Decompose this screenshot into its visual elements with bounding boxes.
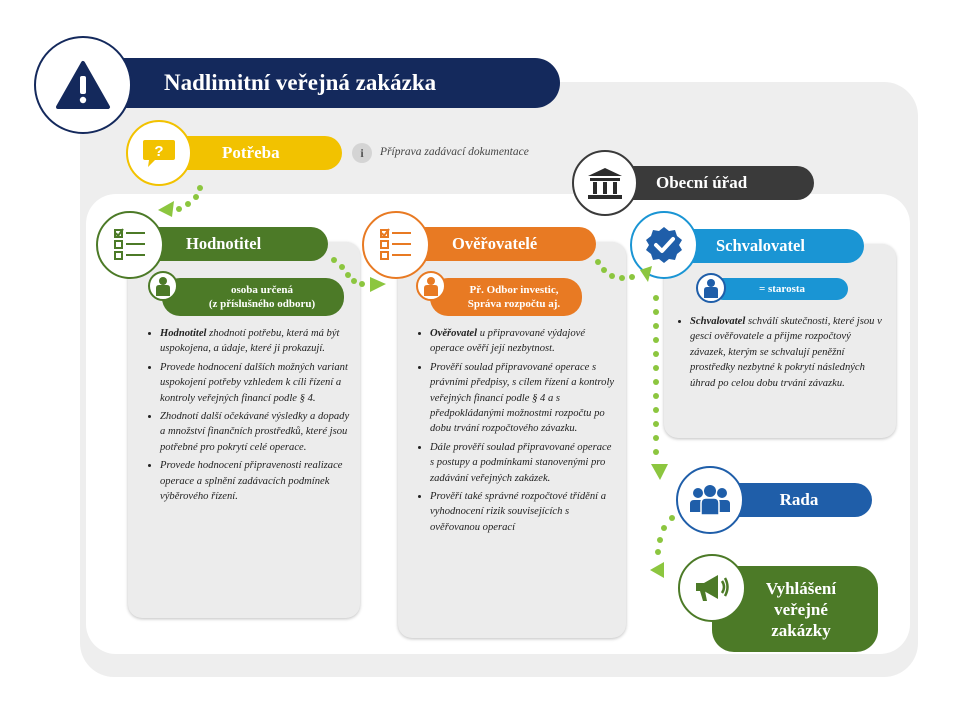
rada-label: Rada — [779, 490, 819, 509]
flow-dot — [653, 449, 659, 455]
flow-dot — [359, 281, 365, 287]
flow-dot — [653, 295, 659, 301]
flow-arrowhead — [651, 464, 668, 480]
flow-dot — [619, 275, 625, 281]
flow-dot — [669, 515, 675, 521]
schvalovatel-sub-pill: = starosta — [712, 278, 848, 300]
flow-dot — [609, 273, 615, 279]
flow-dot — [661, 525, 667, 531]
flow-dot — [331, 257, 337, 263]
flow-dot — [595, 259, 601, 265]
potreba-label: Potřeba — [222, 143, 280, 162]
flow-dot — [176, 206, 182, 212]
hodnotitel-label: Hodnotitel — [186, 234, 262, 253]
flow-dot — [653, 365, 659, 371]
list-item: • Ověřovatel u připravované výdajové operace ověří její nezbytnost. — [430, 326, 618, 357]
vyhlaseni-line: Vyhlášení — [765, 578, 837, 598]
flow-dot — [653, 351, 659, 357]
schvalovatel-label: Schvalovatel — [716, 236, 805, 255]
flow-arrowhead — [650, 562, 664, 578]
obecni-urad-label: Obecní úřad — [656, 173, 748, 192]
flow-dot — [653, 393, 659, 399]
flow-dot — [653, 435, 659, 441]
flow-dot — [653, 323, 659, 329]
flow-dot — [339, 264, 345, 270]
flow-dot — [345, 272, 351, 278]
flow-arrowhead — [158, 201, 174, 217]
flow-dot — [629, 274, 635, 280]
flow-dot — [653, 379, 659, 385]
list-item: • Zhodnotí další očekávané výsledky a dopady a množství finančních prostředků, které jsou potřebné pro pokrytí celé operace. — [160, 409, 350, 455]
list-item: • Prověří soulad připravované operace s právními předpisy, s cílem řízení a kontroly veřejných financí podle § 4 a s předpokládanými možnostmi rozpočtu po dobu trvání rozpočtového závazku. — [430, 360, 618, 437]
flow-dot — [655, 549, 661, 555]
flow-dot — [653, 309, 659, 315]
flow-dot — [657, 537, 663, 543]
vyhlaseni-line: zakázky — [771, 620, 831, 640]
list-item: • Prověří také správné rozpočtové třídění a vyhodnocení rizik souvisejících s ověřovanou operací — [430, 489, 618, 535]
hodnotitel-sub-pill: osoba určená (z příslušného odboru) — [162, 278, 344, 316]
flow-dot — [185, 201, 191, 207]
svg-text:?: ? — [154, 143, 164, 160]
flow-arrowhead — [640, 266, 652, 282]
flow-arrowhead — [370, 277, 386, 292]
potreba-note: Příprava zadávací dokumentace — [380, 146, 529, 158]
flow-dot — [193, 194, 199, 200]
vyhlaseni-line: veřejné — [774, 599, 828, 619]
flow-dot — [197, 185, 203, 191]
flow-dot — [601, 267, 607, 273]
flow-dot — [653, 337, 659, 343]
flow-dot — [351, 278, 357, 284]
list-item: • Schvalovatel schválí skutečnosti, které jsou v gesci ověřovatele a přijme rozpočtový závazek, kterým se schvalují peněžní prostředky nezbytné k pokrytí následných úhrad po celou dobu trvání závazku. — [690, 314, 886, 391]
overovatele-label: Ověřovatelé — [452, 234, 538, 253]
list-item: • Provede hodnocení připravenosti realizace operace a splnění zadávacích podmínek výběrového řízení. — [160, 458, 350, 504]
info-icon: i — [352, 143, 372, 163]
flow-dot — [653, 421, 659, 427]
overovatele-sub-pill: Př. Odbor investic, Správa rozpočtu aj. — [430, 278, 582, 316]
page-title: Nadlimitní veřejná zakázka — [108, 58, 560, 108]
flow-dot — [653, 407, 659, 413]
list-item: • Dále prověří soulad připravované operace s postupy a podmínkami stanovenými pro zadávání veřejných zakázek. — [430, 440, 618, 486]
list-item: • Provede hodnocení dalších možných variant uspokojení potřeby vzhledem k cíli řízení a kontroly veřejných financí podle § 4. — [160, 360, 350, 406]
list-item: • Hodnotitel zhodnotí potřebu, která má být uspokojena, a údaje, které ji prokazují. — [160, 326, 350, 357]
